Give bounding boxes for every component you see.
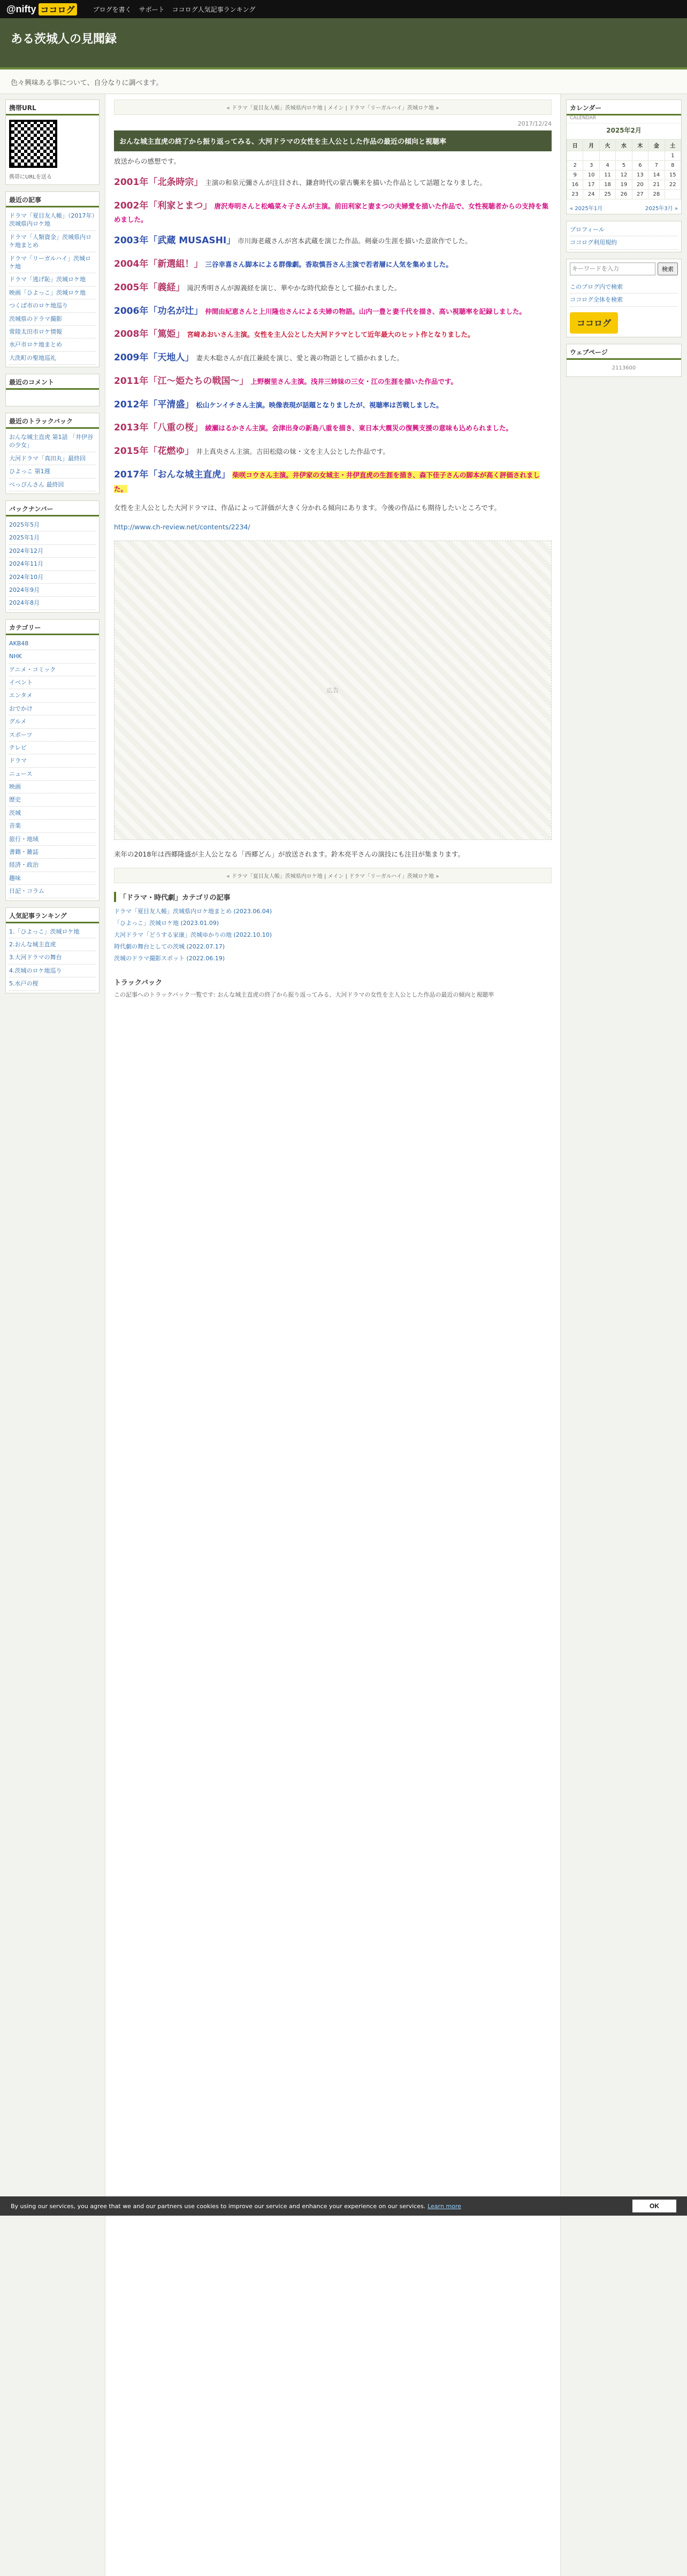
year-block bbox=[114, 257, 552, 273]
year-block bbox=[114, 327, 552, 343]
year-heading: 2013年「八重の桜」 bbox=[114, 422, 203, 434]
cookie-text: By using our services, you agree that we and our partners use cookies to improve our service and enhance your experience on our services. bbox=[11, 2202, 426, 2210]
search-input[interactable] bbox=[570, 263, 655, 275]
source-link[interactable]: http://www.ch-review.net/contents/2234/ bbox=[114, 523, 250, 531]
calendar-next-link[interactable]: 2025年3月 » bbox=[645, 206, 678, 212]
blog-title[interactable]: ある茨城人の見聞録 bbox=[11, 33, 117, 46]
calendar-day: 20 bbox=[632, 180, 648, 190]
year-text: 柴咲コウさん主演。井伊家の女城主・井伊直虎の生涯を描き、森下佳子さんの脚本が高く評価されました。 bbox=[114, 471, 540, 493]
year-text: 滝沢秀明さんが源義経を演じ、華やかな時代絵巻として描かれました。 bbox=[187, 283, 401, 292]
backnumber-item[interactable]: 2024年12月 bbox=[9, 545, 96, 558]
related-item[interactable]: 時代劇の舞台としての茨城 (2022.07.17) bbox=[114, 943, 225, 950]
article-body bbox=[114, 156, 552, 860]
intro-text: 放送からの感想です。 bbox=[114, 157, 181, 165]
calendar-day: 7 bbox=[648, 161, 665, 171]
calendar-day: 8 bbox=[665, 161, 681, 171]
calendar-day: 2 bbox=[567, 161, 583, 171]
category-title: カテゴリー bbox=[6, 620, 99, 635]
year-heading: 2011年「江〜姫たちの戦国〜」 bbox=[114, 375, 249, 387]
calendar-day: 3 bbox=[583, 161, 599, 171]
category-item[interactable]: ニュース bbox=[9, 768, 96, 781]
calendar-box bbox=[566, 99, 682, 214]
backnumber-item[interactable]: 2024年10月 bbox=[9, 571, 96, 584]
logo-cocolog: ココログ bbox=[39, 3, 77, 16]
search-option[interactable]: ココログ全体を検索 bbox=[570, 294, 678, 306]
blog-description: 色々興味ある事について、自分なりに調べます。 bbox=[0, 70, 687, 94]
category-item[interactable]: 映画 bbox=[9, 781, 96, 793]
top-nav-bar bbox=[0, 0, 687, 18]
trackback-section bbox=[114, 977, 552, 999]
mobile-url-box bbox=[5, 99, 100, 185]
year-text: 主演の和泉元彌さんが注目され、鎌倉時代の蒙古襲来を描いた作品として話題となりました。 bbox=[205, 178, 487, 187]
calendar-day: 18 bbox=[599, 180, 615, 190]
year-text: 仲間由紀恵さんと上川隆也さんによる夫婦の物語。山内一豊と妻千代を描き、高い視聴率を記録しました。 bbox=[205, 307, 526, 315]
category-item[interactable]: スポーツ bbox=[9, 729, 96, 742]
calendar-day: 28 bbox=[648, 190, 665, 199]
recent-post-item[interactable]: 映画「ひよっこ」茨城ロケ地 bbox=[9, 287, 96, 299]
year-block bbox=[114, 444, 552, 460]
year-heading: 2015年「花燃ゆ」 bbox=[114, 446, 194, 457]
year-block bbox=[114, 374, 552, 390]
category-item[interactable]: 茨城 bbox=[9, 807, 96, 820]
year-block bbox=[114, 397, 552, 413]
year-block bbox=[114, 350, 552, 366]
calendar-day: 22 bbox=[665, 180, 681, 190]
summary-text: 女性を主人公とした大河ドラマは、作品によって評価が大きく分かれる傾向にあります。今後の作品にも期待したいところです。 bbox=[114, 504, 501, 512]
trackback-item[interactable]: 大河ドラマ「真田丸」最終回 bbox=[9, 452, 96, 465]
support-link[interactable]: サポート bbox=[139, 5, 165, 13]
recent-post-item[interactable]: ドラマ「人類資金」茨城県内ロケ地まとめ bbox=[9, 231, 96, 252]
year-block bbox=[114, 280, 552, 296]
calendar-day: 25 bbox=[599, 190, 615, 199]
calendar-day bbox=[583, 151, 599, 161]
calendar-day: 6 bbox=[632, 161, 648, 171]
calendar-day: 12 bbox=[616, 171, 632, 180]
recent-post-item[interactable]: 茨城県のドラマ撮影 bbox=[9, 313, 96, 326]
ranking-item[interactable]: 2.おんな城主直虎 bbox=[9, 938, 96, 951]
calendar-day: 26 bbox=[616, 190, 632, 199]
year-heading: 2017年「おんな城主直虎」 bbox=[114, 469, 231, 480]
category-box bbox=[5, 619, 100, 901]
category-item[interactable]: 音楽 bbox=[9, 820, 96, 832]
recent-posts-title: 最近の記事 bbox=[6, 192, 99, 207]
year-text: 井上真央さん主演。吉田松陰の妹・文を主人公とした作品です。 bbox=[196, 448, 390, 456]
year-block bbox=[114, 467, 552, 495]
calendar-day bbox=[632, 151, 648, 161]
trackback-title: トラックバック bbox=[114, 979, 162, 987]
category-item[interactable]: 趣味 bbox=[9, 872, 96, 885]
calendar-day bbox=[567, 151, 583, 161]
cocolog-badge[interactable]: ココログ bbox=[570, 312, 618, 334]
category-item[interactable]: エンタメ bbox=[9, 689, 96, 702]
year-text: 唐沢寿明さんと松嶋菜々子さんが主演。前田利家と妻まつの夫婦愛を描いた作品で、女性視聴者からの支持を集めました。 bbox=[114, 202, 549, 224]
search-box bbox=[566, 259, 682, 337]
nifty-logo[interactable] bbox=[6, 3, 77, 16]
recent-post-item[interactable]: 常陸太田市ロケ情報 bbox=[9, 326, 96, 338]
calendar-day: 27 bbox=[632, 190, 648, 199]
calendar-day: 24 bbox=[583, 190, 599, 199]
post-date: 2017/12/24 bbox=[517, 120, 552, 127]
year-block bbox=[114, 420, 552, 436]
cookie-learn-more[interactable]: Learn more bbox=[428, 2202, 461, 2210]
calendar-day: 23 bbox=[567, 190, 583, 199]
weekday: 月 bbox=[583, 140, 599, 151]
cookie-banner bbox=[0, 2196, 687, 2216]
recent-posts-box bbox=[5, 191, 100, 367]
year-heading: 2001年「北条時宗」 bbox=[114, 176, 203, 188]
year-heading: 2002年「利家とまつ」 bbox=[114, 200, 212, 211]
category-item[interactable]: おでかけ bbox=[9, 703, 96, 715]
year-block bbox=[114, 175, 552, 191]
webpage-box bbox=[566, 344, 682, 377]
cookie-ok-button[interactable]: OK bbox=[632, 2200, 676, 2212]
ranking-item[interactable]: 4.茨城のロケ地巡り bbox=[9, 965, 96, 977]
qr-code-icon bbox=[9, 120, 57, 168]
closing-text: 来年の2018年は西郷隆盛が主人公となる「西郷どん」が放送されます。鈴木亮平さんの演技にも注目が集まります。 bbox=[114, 850, 464, 859]
weekday: 土 bbox=[665, 140, 681, 151]
blog-header bbox=[0, 18, 687, 70]
related-item[interactable]: 「ひよっこ」茨城ロケ地 (2023.01.09) bbox=[114, 920, 219, 927]
weekday: 日 bbox=[567, 140, 583, 151]
backnumber-item[interactable]: 2024年11月 bbox=[9, 558, 96, 570]
calendar-day: 17 bbox=[583, 180, 599, 190]
year-text: 市川海老蔵さんが宮本武蔵を演じた作品。剣豪の生涯を描いた意欲作でした。 bbox=[238, 237, 472, 245]
calendar-day: 9 bbox=[567, 171, 583, 180]
recent-post-item[interactable]: 水戸市ロケ地まとめ bbox=[9, 338, 96, 351]
calendar-day: 1 bbox=[665, 151, 681, 161]
category-item[interactable]: 書籍・雑誌 bbox=[9, 846, 96, 859]
year-heading: 2012年「平清盛」 bbox=[114, 399, 194, 410]
category-item[interactable]: NHK bbox=[9, 650, 96, 663]
ranking-item[interactable]: 5.水戸の桜 bbox=[9, 977, 96, 990]
weekday: 水 bbox=[616, 140, 632, 151]
ranking-item[interactable]: 3.大河ドラマの舞台 bbox=[9, 951, 96, 964]
recent-trackbacks-title: 最近のトラックバック bbox=[6, 413, 99, 429]
year-block bbox=[114, 304, 552, 320]
category-item[interactable]: ドラマ bbox=[9, 754, 96, 767]
year-heading: 2005年「義経」 bbox=[114, 282, 185, 293]
recent-post-item[interactable]: つくば市のロケ地巡り bbox=[9, 299, 96, 312]
ranking-title: 人気記事ランキング bbox=[6, 908, 99, 923]
trackback-item[interactable]: べっぴんさん 最終回 bbox=[9, 479, 96, 491]
backnumber-title: バックナンバー bbox=[6, 501, 99, 516]
weekday: 木 bbox=[632, 140, 648, 151]
related-item[interactable]: 茨城のドラマ撮影スポット (2022.06.19) bbox=[114, 955, 225, 962]
ranking-item[interactable]: 1.「ひよっこ」茨城ロケ地 bbox=[9, 925, 96, 938]
related-title: 「ドラマ・時代劇」カテゴリの記事 bbox=[114, 892, 552, 902]
trackback-text: この記事へのトラックバック一覧です: おんな城主直虎の終了から振り返ってみる、大河ドラマの女性を主人公とした作品の最近の傾向と視聴率 bbox=[114, 991, 494, 998]
category-item[interactable]: 歴史 bbox=[9, 793, 96, 806]
related-item[interactable]: 大河ドラマ「どうする家康」茨城ゆかりの地 (2022.10.10) bbox=[114, 931, 272, 938]
year-block bbox=[114, 233, 552, 249]
ranking-box bbox=[5, 907, 100, 993]
calendar-day: 10 bbox=[583, 171, 599, 180]
category-item[interactable]: グルメ bbox=[9, 715, 96, 728]
year-text: 上野樹里さん主演。浅井三姉妹の三女・江の生涯を描いた作品です。 bbox=[250, 377, 457, 385]
year-heading: 2004年「新選組！」 bbox=[114, 259, 203, 269]
pager-bottom[interactable]: « ドラマ「夏目友人帳」茨城県内ロケ地 | メイン | ドラマ「リーガルハイ」茨城ロケ地 » bbox=[114, 868, 552, 883]
calendar-day: 5 bbox=[616, 161, 632, 171]
recent-post-item[interactable]: ドラマ「リーガルハイ」茨城ロケ地 bbox=[9, 252, 96, 274]
related-articles bbox=[114, 892, 552, 964]
recent-post-item[interactable]: ドラマ「逃げ恥」茨城ロケ地 bbox=[9, 273, 96, 286]
year-text: 綾瀬はるかさん主演。会津出身の新島八重を描き、東日本大震災の復興支援の意味も込められました。 bbox=[205, 424, 513, 433]
weekday: 火 bbox=[599, 140, 615, 151]
backnumber-item[interactable]: 2025年5月 bbox=[9, 519, 96, 531]
category-item[interactable]: イベント bbox=[9, 676, 96, 689]
backnumber-box bbox=[5, 500, 100, 613]
webpage-title: ウェブページ bbox=[567, 344, 681, 360]
recent-comments-box bbox=[5, 374, 100, 406]
search-button[interactable]: 検索 bbox=[658, 263, 678, 275]
year-heading: 2006年「功名が辻」 bbox=[114, 305, 203, 317]
calendar-day bbox=[616, 151, 632, 161]
weekday: 金 bbox=[648, 140, 665, 151]
calendar-sub: CALENDAR bbox=[567, 115, 681, 124]
calendar-day: 4 bbox=[599, 161, 615, 171]
year-text: 三谷幸喜さん脚本による群像劇。香取慎吾さん主演で若者層に人気を集めました。 bbox=[205, 260, 453, 268]
calendar-table bbox=[567, 139, 681, 199]
write-blog-link[interactable]: ブログを書く bbox=[93, 5, 132, 13]
recent-comments-title: 最近のコメント bbox=[6, 374, 99, 390]
ranking-link[interactable]: ココログ人気記事ランキング bbox=[172, 5, 256, 13]
trackback-item[interactable]: ひよっこ 第1週 bbox=[9, 465, 96, 478]
calendar-day: 16 bbox=[567, 180, 583, 190]
category-item[interactable]: テレビ bbox=[9, 742, 96, 754]
backnumber-item[interactable]: 2024年9月 bbox=[9, 584, 96, 597]
calendar-title: カレンダー bbox=[567, 100, 681, 115]
year-heading: 2009年「天地人」 bbox=[114, 352, 194, 363]
logo-text: @nifty bbox=[6, 3, 36, 14]
category-item[interactable]: 日記・コラム bbox=[9, 885, 96, 898]
calendar-day: 14 bbox=[648, 171, 665, 180]
calendar-day: 21 bbox=[648, 180, 665, 190]
recent-post-item[interactable]: ドラマ「夏目友人帳」（2017年）茨城県内ロケ地 bbox=[9, 210, 96, 231]
search-option[interactable]: このブログ内で検索 bbox=[570, 281, 678, 294]
category-item[interactable]: 経済・政治 bbox=[9, 859, 96, 871]
article-title[interactable]: おんな城主直虎の終了から振り返ってみる、大河ドラマの女性を主人公とした作品の最近の傾向と視聴率 bbox=[114, 130, 552, 151]
calendar-day: 13 bbox=[632, 171, 648, 180]
calendar-month: 2025年2月 bbox=[606, 127, 642, 134]
calendar-prev-link[interactable]: « 2025年1月 bbox=[570, 206, 603, 212]
category-item[interactable]: アニメ・コミック bbox=[9, 664, 96, 676]
calendar-day: 15 bbox=[665, 171, 681, 180]
mobile-url-title: 携帯URL bbox=[6, 100, 99, 115]
pager-top[interactable]: « ドラマ「夏目友人帳」茨城県内ロケ地 | メイン | ドラマ「リーガルハイ」茨城ロケ地 » bbox=[114, 99, 552, 115]
calendar-day bbox=[665, 190, 681, 199]
access-counter: 2113600 bbox=[612, 365, 636, 371]
trackback-item[interactable]: おんな城主直虎 第1話 「井伊谷の少女」 bbox=[9, 431, 96, 452]
recent-trackbacks-box bbox=[5, 413, 100, 494]
links-box bbox=[566, 221, 682, 252]
calendar-day bbox=[599, 151, 615, 161]
calendar-day: 11 bbox=[599, 171, 615, 180]
year-block bbox=[114, 198, 552, 226]
year-text: 松山ケンイチさん主演。映像表現が話題となりましたが、視聴率は苦戦しました。 bbox=[196, 400, 443, 409]
calendar-day: 19 bbox=[616, 180, 632, 190]
terms-link[interactable]: ココログ利用規約 bbox=[570, 236, 678, 249]
category-item[interactable]: AKB48 bbox=[9, 637, 96, 650]
category-item[interactable]: 旅行・地域 bbox=[9, 833, 96, 846]
profile-link[interactable]: プロフィール bbox=[570, 223, 678, 236]
year-heading: 2003年「武蔵 MUSASHI」 bbox=[114, 235, 236, 246]
year-heading: 2008年「篤姫」 bbox=[114, 329, 185, 340]
year-text: 妻夫木聡さんが直江兼続を演じ、愛と義の物語として描かれました。 bbox=[196, 354, 403, 362]
related-item[interactable]: ドラマ「夏目友人帳」茨城県内ロケ地まとめ (2023.06.04) bbox=[114, 908, 272, 915]
qr-send-link[interactable]: 携帯にURLを送る bbox=[9, 174, 52, 180]
backnumber-item[interactable]: 2024年8月 bbox=[9, 597, 96, 610]
ad-area[interactable]: 広告 bbox=[114, 541, 552, 840]
recent-post-item[interactable]: 大洗町の聖地巡礼 bbox=[9, 352, 96, 365]
calendar-day bbox=[648, 151, 665, 161]
backnumber-item[interactable]: 2025年1月 bbox=[9, 531, 96, 544]
year-text: 宮﨑あおいさん主演。女性を主人公とした大河ドラマとして近年最大のヒット作となりました。 bbox=[187, 330, 475, 339]
